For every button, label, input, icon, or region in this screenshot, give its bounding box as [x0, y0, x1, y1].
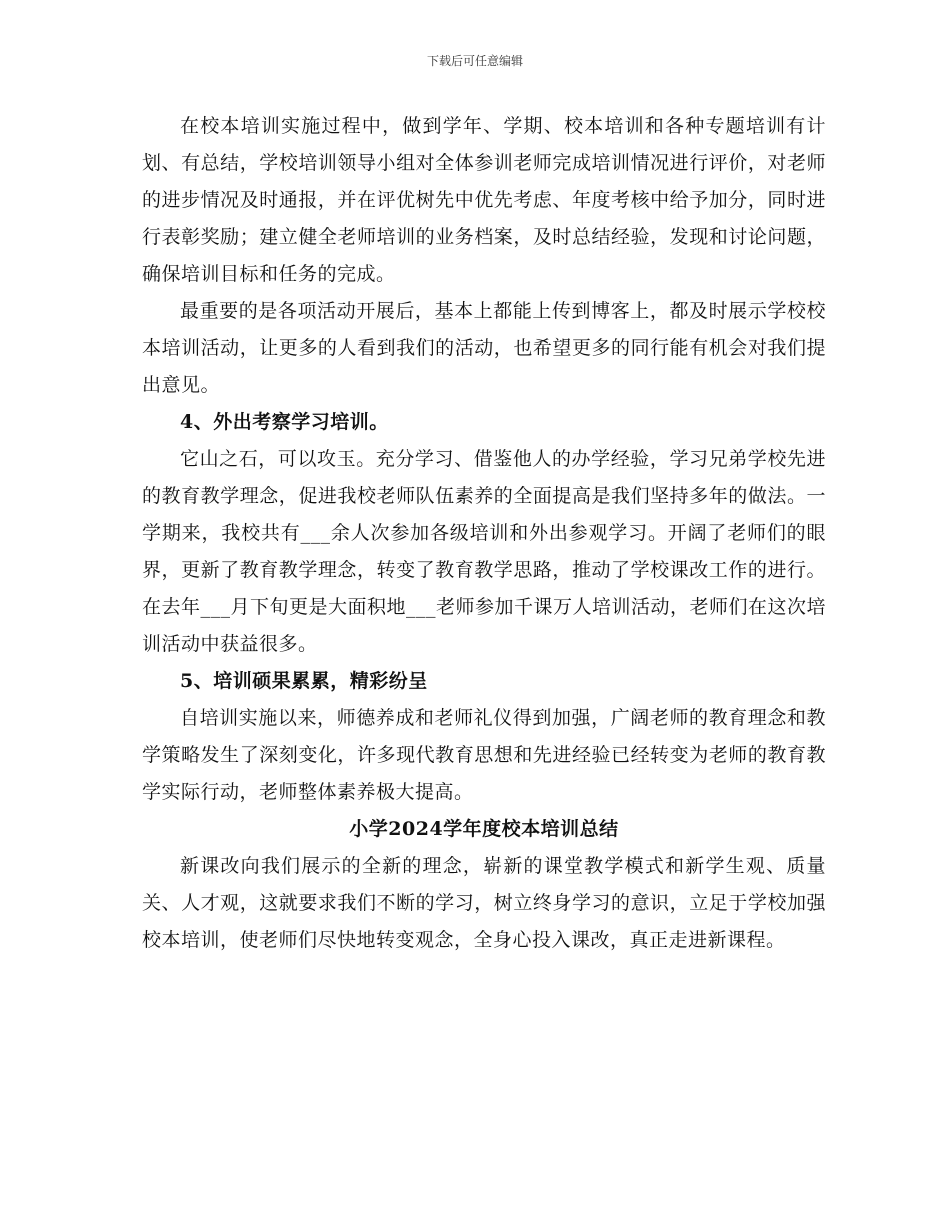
section-heading-4: 4、外出考察学习培训。 [180, 411, 389, 433]
paragraph-results: 自培训实施以来，师德养成和老师礼仪得到加强，广阔老师的教育理念和教学策略发生了深刻变化，许多现代教育思想和先进经验已经转变为老师的教育教学实际行动，老师整体素养极大提高。 [142, 707, 826, 803]
page-header: 下载后可任意编辑 [426, 54, 523, 68]
paragraph-blog: 最重要的是各项活动开展后，基本上都能上传到博客上，都及时展示学校校本培训活动，让更多的人看到我们的活动，也希望更多的同行能有机会对我们提出意见。 [142, 300, 826, 396]
document-title: 小学2024学年度校本培训总结 [349, 818, 619, 840]
section-heading-5: 5、培训硕果累累，精彩纷呈 [180, 670, 428, 692]
document-body [142, 108, 826, 959]
paragraph-evaluation: 在校本培训实施过程中，做到学年、学期、校本培训和各种专题培训有计划、有总结，学校培训领导小组对全体参训老师完成培训情况进行评价，对老师的进步情况及时通报，并在评优树先中优先考虑、年度考核中给予加分，同时进行表彰奖励；建立健全老师培训的业务档案，及时总结经验，发现和讨论问题，确保培训目标和任务的完成。 [142, 115, 826, 285]
paragraph-external-training: 它山之石，可以攻玉。充分学习、借鉴他人的办学经验，学习兄弟学校先进的教育教学理念，促进我校老师队伍素养的全面提高是我们坚持多年的做法。一学期来，我校共有___余人次参加各级培训和外出参观学习。开阔了老师们的眼界，更新了教育教学理念，转变了教育教学思路，推动了学校课改工作的进行。在去年___月下旬更是大面积地___老师参加千课万人培训活动，老师们在这次培训活动中获益很多。 [142, 448, 827, 655]
paragraph-new-curriculum: 新课改向我们展示的全新的理念，崭新的课堂教学模式和新学生观、质量关、人才观，这就要求我们不断的学习，树立终身学习的意识，立足于学校加强校本培训，使老师们尽快地转变观念，全身心投入课改，真正走进新课程。 [142, 855, 826, 951]
